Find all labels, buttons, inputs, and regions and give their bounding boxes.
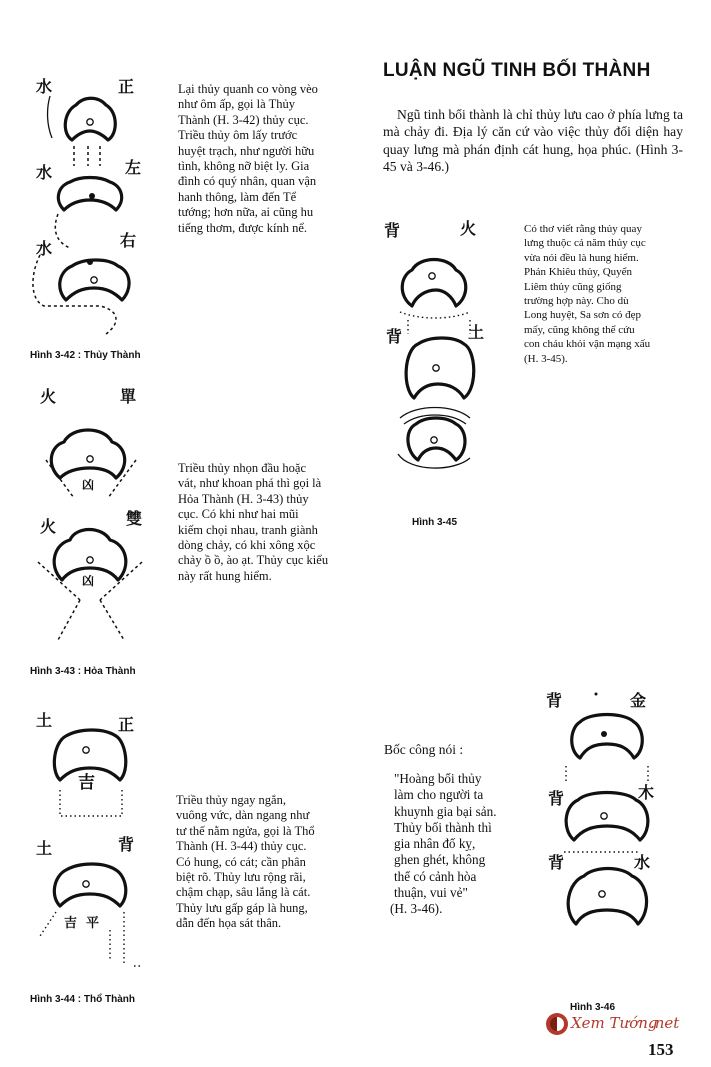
fig342-label-6: 右 <box>120 231 137 250</box>
fig344-mark-3: 平 <box>86 916 100 931</box>
text-line: Lại thủy quanh co vòng vèo <box>178 82 318 96</box>
fig343-caption: Hình 3-43 : Hỏa Thành <box>30 666 136 677</box>
text-line: Liêm thủy cũng giống <box>524 280 622 293</box>
text-line: tình, không nỡ biệt ly. Gia <box>178 159 310 174</box>
fig344-caption: Hình 3-44 : Thổ Thành <box>30 994 135 1005</box>
text-line: lưng thuộc cả năm thủy cục <box>524 237 646 250</box>
quote-line: thể có cảnh hòa <box>394 868 477 884</box>
text-line: đình có quý nhân, quan vận <box>178 174 317 189</box>
text-line: tướng; hơn nữa, ai cũng hu <box>178 205 314 220</box>
text-line: trường hợp này. Cho dù <box>524 295 629 308</box>
text-line: Hỏa Thành (H. 3-43) thủy <box>178 491 309 506</box>
fig344-mark-1: 吉 <box>78 773 95 793</box>
fig342-label-1: 水 <box>36 77 53 96</box>
text-line: Có hung, có cát; cần phân <box>176 854 306 869</box>
fig343-mark-1: 凶 <box>82 478 95 492</box>
text-line: Triều thủy nhọn đầu hoặc <box>178 461 306 475</box>
fig343-mark-2: 凶 <box>82 574 95 588</box>
fig346-label-1: 背 <box>546 691 563 710</box>
fig342-caption: Hình 3-42 : Thủy Thành <box>30 350 141 361</box>
text-line: kiếm chọi nhau, tranh giành <box>178 522 318 537</box>
text-line: tư thế nằm ngửa, gọi là Thổ <box>176 823 315 838</box>
text-line: tiếng thơm, được kính nể. <box>178 220 308 235</box>
watermark-suffix: .net <box>650 1014 680 1032</box>
fig343-label-4: 雙 <box>126 509 143 528</box>
page-number: 153 <box>648 1040 674 1059</box>
text-line: hanh thông, làm đến Tể <box>178 189 297 204</box>
text-line: Phản Khiêu thủy, Quyển <box>524 266 633 279</box>
fig344-label-2: 正 <box>118 715 135 734</box>
text-line: mấy, cũng không thể cứu <box>524 323 635 336</box>
fig343-label-2: 單 <box>120 387 137 406</box>
fig342-label-5: 水 <box>36 239 53 258</box>
fig343-label-3: 火 <box>40 517 57 536</box>
fig342-label-4: 左 <box>125 158 142 177</box>
quote-line: "Hoàng bối thủy <box>394 771 482 786</box>
yin-yang-icon <box>546 1013 568 1035</box>
fig342-label-3: 水 <box>36 163 53 182</box>
text-line: dẫn đến họa sát thân. <box>176 916 282 931</box>
text-line: Triều thủy ôm lấy trước <box>178 128 298 143</box>
fig344-label-1: 土 <box>36 711 53 730</box>
fig346-label-2: 金 <box>630 691 647 710</box>
fig342-label-2: 正 <box>118 77 135 96</box>
text-line: Triều thủy ngay ngắn, <box>176 793 286 807</box>
text-line: Thành (H. 3-42) thủy cục. <box>178 112 309 127</box>
quote-line: thuận, vui vẻ" <box>394 885 468 901</box>
quote-line: gia nhân đố kỵ, <box>394 836 476 852</box>
watermark-logo <box>546 1013 706 1041</box>
text-line: biệt rõ. Thủy lưu rộng rãi, <box>176 870 306 885</box>
text-line: cục. Có khi như hai mũi <box>178 507 299 522</box>
quote-line: ghen ghét, không <box>394 852 486 868</box>
fig346-label-3: 背 <box>548 789 565 808</box>
fig346-caption: Hình 3-46 <box>570 1002 616 1013</box>
text-line: này rất hung hiểm. <box>178 568 272 583</box>
text-line: vuông vức, dàn ngang như <box>176 808 310 823</box>
fig345-label-3: 背 <box>386 327 403 346</box>
fig345-label-4: 土 <box>468 323 485 342</box>
text-line: dòng chảy, có khi xông xộc <box>178 538 316 553</box>
text-line: chậm chạp, sâu lắng là cát. <box>176 885 311 900</box>
fig343-label-1: 火 <box>40 387 57 406</box>
fig346-intro: Bốc công nói : <box>384 742 464 757</box>
watermark-brand: Xem Tướng <box>571 1014 658 1032</box>
fig346-label-6: 水 <box>634 853 651 872</box>
text-line: con cháu khỏi vận mạng xấu <box>524 338 651 351</box>
page-title: LUẬN NGŨ TINH BỐI THÀNH <box>383 60 651 81</box>
intro-paragraph: Ngũ tinh bối thành là chỉ thủy lưu cao ở phía lưng ta mà chảy đi. Địa lý căn cứ vào việc thủy đối diện hay quay lưng mà phán định cát hung, họa phúc. (Hình 3-45 và 3-46.) <box>383 107 683 175</box>
quote-line: khuynh gia bại sản. <box>394 803 497 819</box>
quote-line: làm cho người ta <box>394 787 484 803</box>
text-line: Thủy lưu gấp gáp là hung, <box>176 900 308 915</box>
fig346-label-4: 木 <box>638 783 655 802</box>
text-line: Long huyệt, Sa sơn có đẹp <box>524 309 642 322</box>
fig345-caption: Hình 3-45 <box>412 517 458 528</box>
text-line: huyệt trạch, như người hữu <box>178 143 315 158</box>
quote-line: (H. 3-46). <box>390 901 443 917</box>
fig345-label-1: 背 <box>384 221 401 240</box>
text-line: Có thơ viết rằng thủy quay <box>524 223 642 235</box>
text-line: vừa nói đều là hung hiểm. <box>524 251 639 264</box>
quote-line: Thủy bối thành thì <box>394 819 492 835</box>
text-line: (H. 3-45). <box>524 352 568 365</box>
text-line: vát, như khoan phá thì gọi là <box>178 476 322 491</box>
fig346-label-5: 背 <box>548 853 565 872</box>
fig344-label-4: 背 <box>118 835 135 854</box>
fig344-mark-2: 吉 <box>64 916 78 931</box>
fig345-label-2: 火 <box>460 219 477 238</box>
fig344-label-3: 土 <box>36 839 53 858</box>
text-line: như ôm ấp, gọi là Thủy <box>178 97 295 112</box>
text-line: chảy ồ ồ, ào ạt. Thủy cục kiểu <box>178 553 329 568</box>
text-line: Thành (H. 3-44) thủy cục. <box>176 839 307 854</box>
